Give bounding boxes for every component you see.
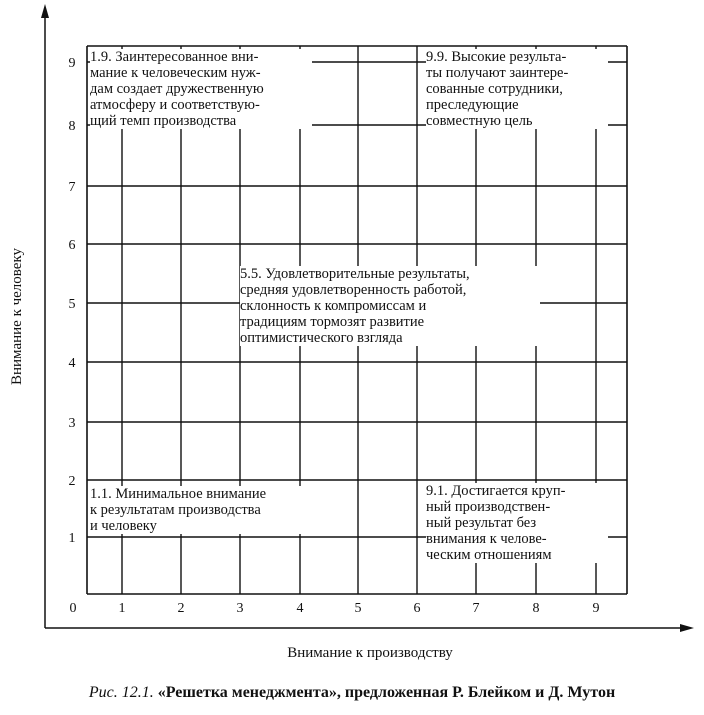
x-tick-label-0: 0 <box>69 601 77 616</box>
y-tick-label-9: 9 <box>68 56 76 71</box>
y-axis-label: Внимание к человеку <box>9 247 25 385</box>
caption-prefix: Рис. 12.1. <box>88 684 154 701</box>
figure-caption <box>0 684 704 702</box>
y-tick-label-1: 1 <box>68 531 76 546</box>
note-9-9: 9.9. Высокие результа- ты получают заинтере- сованные сотрудники, преследующие совместную цель <box>426 49 608 129</box>
x-axis-arrow-icon <box>680 624 694 632</box>
x-tick-label-9: 9 <box>592 601 600 616</box>
y-tick-label-4: 4 <box>68 356 76 371</box>
y-tick-label-7: 7 <box>68 180 76 195</box>
y-tick-label-5: 5 <box>68 297 76 312</box>
x-tick-label-6: 6 <box>413 601 421 616</box>
x-tick-label-1: 1 <box>118 601 126 616</box>
x-axis-label: Внимание к производству <box>287 645 453 661</box>
x-tick-label-4: 4 <box>296 601 304 616</box>
y-tick-label-2: 2 <box>68 474 76 489</box>
x-tick-label-2: 2 <box>177 601 185 616</box>
x-tick-label-7: 7 <box>472 601 480 616</box>
note-5-5: 5.5. Удовлетворительные результаты, средняя удовлетворенность работой, склонность к компромиссам и традициям тормозят развитие оптимистического взгляда <box>240 266 540 346</box>
y-axis-arrow-icon <box>41 4 49 18</box>
x-tick-label-5: 5 <box>354 601 362 616</box>
y-tick-label-3: 3 <box>68 416 76 431</box>
y-tick-label-6: 6 <box>68 238 76 253</box>
caption-text: «Решетка менеджмента», предложенная Р. Блейком и Д. Мутон <box>153 684 616 701</box>
x-tick-label-8: 8 <box>532 601 540 616</box>
x-tick-label-3: 3 <box>236 601 244 616</box>
note-1-1: 1.1. Минимальное внимание к результатам производства и человеку <box>90 486 322 534</box>
note-9-1: 9.1. Достигается круп- ный производствен- ный результат без внимания к челове- ческим отношениям <box>426 483 608 563</box>
y-tick-label-8: 8 <box>68 119 76 134</box>
note-1-9: 1.9. Заинтересованное вни- мание к человеческим нуж- дам создает дружественную атмосферу и соответствую- щий темп производства <box>90 49 312 129</box>
